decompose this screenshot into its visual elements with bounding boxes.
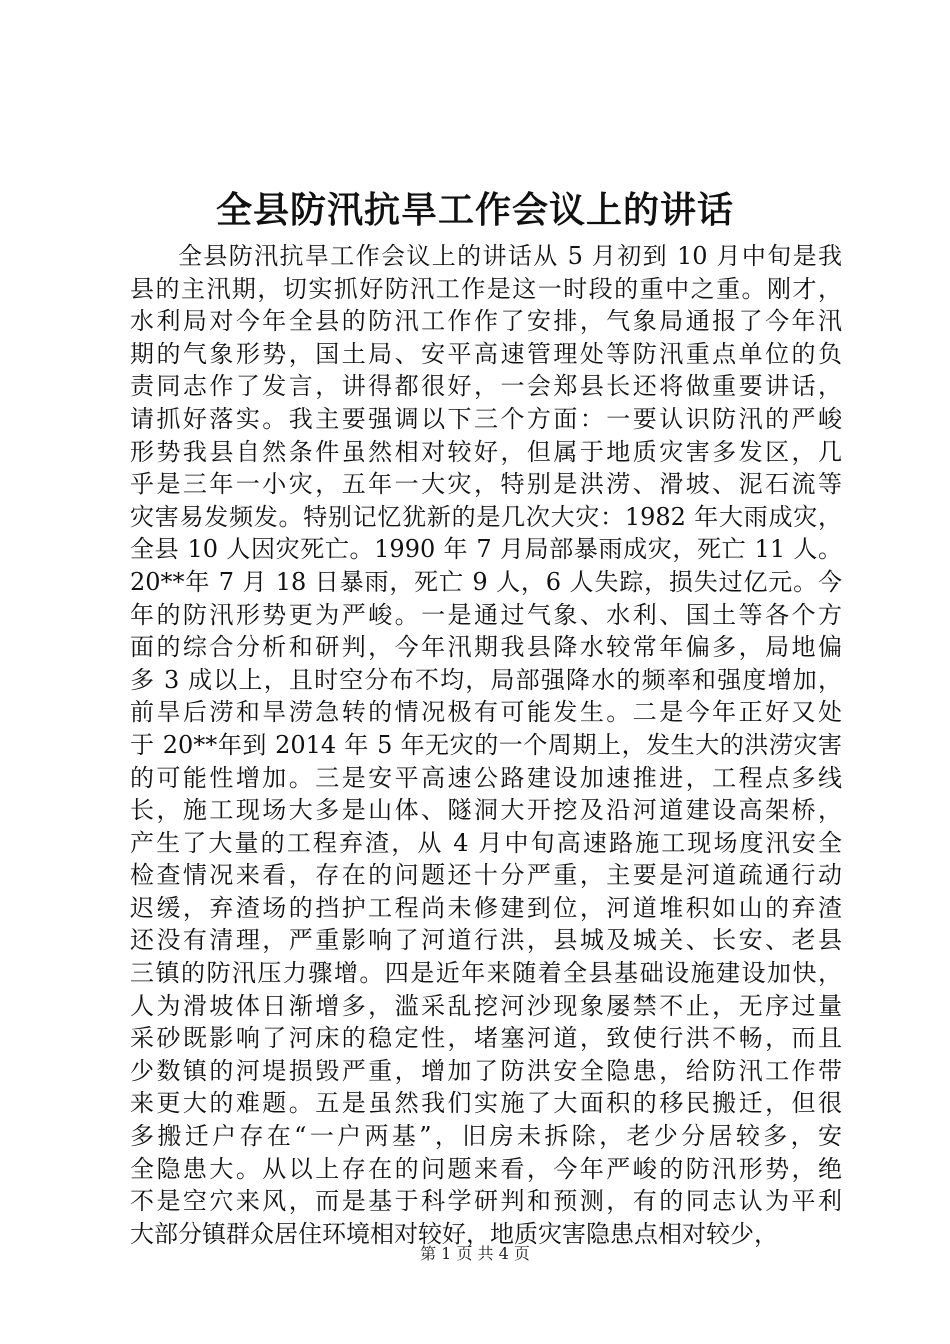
body-line: 全县防汛抗旱工作会议上的讲话从 5 月初到 10 月中旬是我: [178, 242, 842, 270]
body-line: 全县 10 人因灾死亡。1990 年 7 月局部暴雨成灾，死亡 11 人。: [130, 535, 842, 564]
document-title: 全县防汛抗旱工作会议上的讲话: [215, 189, 734, 231]
body-line: 全隐患大。从以上存在的问题来看，今年严峻的防汛形势，绝: [130, 1154, 842, 1183]
body-line: 前旱后涝和旱涝急转的情况极有可能发生。二是今年正好又处: [130, 698, 842, 727]
body-line: 乎是三年一小灾，五年一大灾，特别是洪涝、滑坡、泥石流等: [130, 470, 842, 499]
body-line: 三镇的防汛压力骤增。四是近年来随着全县基础设施建设加快，: [130, 959, 842, 988]
body-line: 不是空穴来风，而是基于科学研判和预测，有的同志认为平利: [130, 1187, 842, 1216]
body-line: 于 20**年到 2014 年 5 年无灾的一个周期上，发生大的洪涝灾害: [130, 730, 842, 759]
body-line: 人为滑坡体日渐增多，滥采乱挖河沙现象屡禁不止，无序过量: [130, 991, 842, 1020]
body-line: 水利局对今年全县的防汛工作作了安排，气象局通报了今年汛: [130, 307, 842, 336]
body-line: 迟缓，弃渣场的挡护工程尚未修建到位，河道堆积如山的弃渣: [130, 893, 842, 922]
body-line: 大部分镇群众居住环境相对较好，地质灾害隐患点相对较少，: [130, 1219, 778, 1248]
body-line: 产生了大量的工程弃渣，从 4 月中旬高速路施工现场度汛安全: [130, 828, 842, 857]
body-line: 长，施工现场大多是山体、隧洞大开挖及沿河道建设高架桥，: [130, 796, 842, 825]
body-line: 20**年 7 月 18 日暴雨，死亡 9 人，6 人失踪，损失过亿元。今: [130, 567, 842, 596]
body-line: 多 3 成以上，且时空分布不均，局部强降水的频率和强度增加，: [130, 665, 842, 694]
body-line: 采砂既影响了河床的稳定性，堵塞河道，致使行洪不畅，而且: [130, 1024, 842, 1053]
body-line: 检查情况来看，存在的问题还十分严重，主要是河道疏通行动: [130, 861, 842, 890]
body-line: 来更大的难题。五是虽然我们实施了大面积的移民搬迁，但很: [130, 1089, 842, 1118]
body-line: 灾害易发频发。特别记忆犹新的是几次大灾：1982 年大雨成灾，: [130, 502, 842, 531]
body-line: 少数镇的河堤损毁严重，增加了防洪安全隐患，给防汛工作带: [130, 1056, 842, 1085]
body-line: 形势我县自然条件虽然相对较好，但属于地质灾害多发区，几: [130, 437, 842, 466]
body-line: 责同志作了发言，讲得都很好，一会郑县长还将做重要讲话，: [130, 372, 842, 401]
body-line: 的可能性增加。三是安平高速公路建设加速推进，工程点多线: [130, 763, 842, 792]
page-number-footer: 第 1 页 共 4 页: [420, 1244, 530, 1263]
document-body: [130, 240, 842, 1250]
body-line: 面的综合分析和研判，今年汛期我县降水较常年偏多，局地偏: [130, 633, 842, 662]
body-line: 多搬迁户存在“一户两基”，旧房未拆除，老少分居较多，安: [130, 1122, 842, 1151]
body-line: 期的气象形势，国土局、安平高速管理处等防汛重点单位的负: [130, 339, 842, 368]
body-line: 请抓好落实。我主要强调以下三个方面：一要认识防汛的严峻: [130, 404, 842, 433]
body-line: 还没有清理，严重影响了河道行洪，县城及城关、长安、老县: [130, 926, 842, 955]
body-line: 县的主汛期，切实抓好防汛工作是这一时段的重中之重。刚才，: [130, 274, 842, 303]
body-line: 年的防汛形势更为严峻。一是通过气象、水利、国土等各个方: [130, 600, 842, 629]
